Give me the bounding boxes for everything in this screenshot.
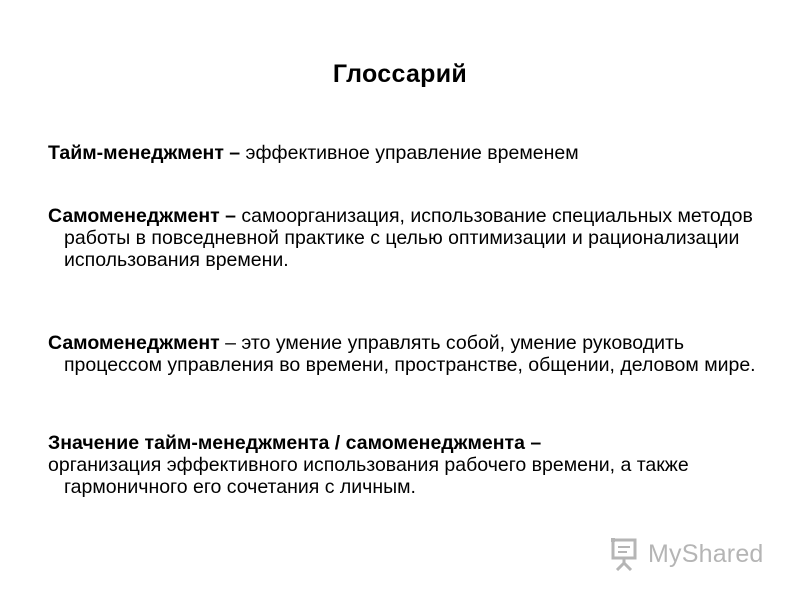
- glossary-entry-self-management-1: [48, 205, 764, 271]
- myshared-watermark: [610, 534, 770, 574]
- slide-title: Глоссарий: [332, 60, 468, 88]
- presentation-board-icon: [610, 537, 640, 571]
- glossary-definition: эффективное управление временем: [240, 142, 579, 164]
- glossary-entry-self-management-2: [48, 332, 764, 376]
- glossary-definition: самоорганизация, использование специальных методов работы в повседневной практике с целью оптимизации и рационализации использования времени.: [64, 205, 753, 271]
- glossary-entry-time-management: [48, 142, 764, 164]
- glossary-term: Тайм-менеджмент –: [48, 142, 241, 164]
- glossary-term: Самоменеджмент –: [48, 205, 236, 227]
- glossary-term: Самоменеджмент: [48, 332, 220, 354]
- glossary-term: Значение тайм-менеджмента / самоменеджмента –: [48, 432, 542, 454]
- glossary-definition: – это умение управлять собой, умение руководить процессом управления во времени, пространстве, общении, деловом мире.: [64, 332, 756, 376]
- glossary-definition: организация эффективного использования рабочего времени, а также гармоничного его сочетания с личным.: [48, 454, 689, 498]
- watermark-text: MyShared: [648, 539, 764, 568]
- glossary-entry-significance: [48, 432, 764, 498]
